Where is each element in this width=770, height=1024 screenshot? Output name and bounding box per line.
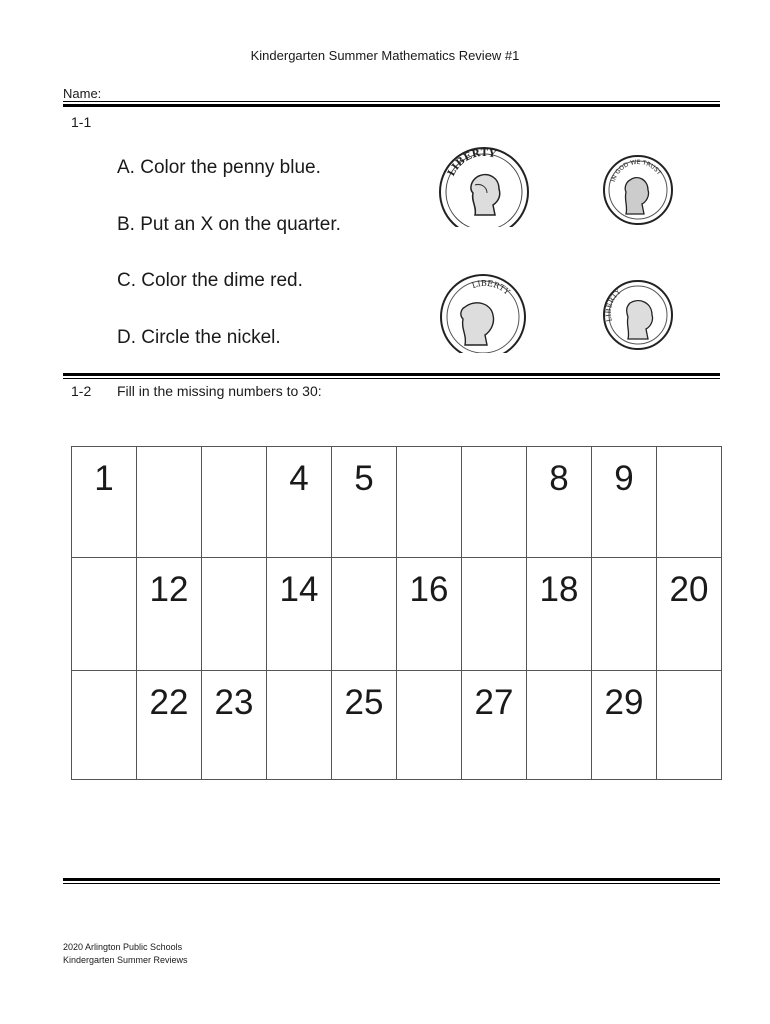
number-grid [71,446,722,780]
grid-cell[interactable] [397,447,462,558]
grid-cell[interactable] [202,558,267,671]
footer-line-1: 2020 Arlington Public Schools [63,942,183,952]
grid-cell[interactable]: 20 [657,558,722,671]
section-1-label: 1-1 [71,114,92,130]
grid-cell[interactable] [267,671,332,780]
dime-coin-image[interactable] [598,273,678,351]
divider [63,373,720,376]
grid-cell[interactable] [72,558,137,671]
penny-legend: IN GOD WE TRUST [609,158,663,183]
grid-cell[interactable] [592,558,657,671]
question-c: C. Color the dime red. [117,270,303,291]
grid-cell[interactable] [527,671,592,780]
nickel-coin-image[interactable] [435,273,531,353]
grid-cell[interactable] [657,671,722,780]
question-b: B. Put an X on the quarter. [117,214,341,235]
grid-row [72,558,722,671]
grid-row [72,447,722,558]
grid-cell[interactable]: 16 [397,558,462,671]
grid-cell[interactable] [137,447,202,558]
grid-cell[interactable] [462,447,527,558]
grid-cell[interactable]: 22 [137,671,202,780]
footer-line-2: Kindergarten Summer Reviews [63,955,188,965]
grid-cell[interactable]: 12 [137,558,202,671]
divider [63,883,720,884]
grid-cell[interactable]: 23 [202,671,267,780]
grid-cell[interactable]: 27 [462,671,527,780]
grid-cell[interactable] [72,671,137,780]
grid-cell[interactable]: 8 [527,447,592,558]
grid-cell[interactable]: 1 [72,447,137,558]
grid-cell[interactable]: 29 [592,671,657,780]
grid-cell[interactable] [657,447,722,558]
name-label: Name: [63,86,102,101]
section-2-instruction: Fill in the missing numbers to 30: [117,383,322,399]
divider [63,101,720,102]
divider [63,378,720,379]
nickel-legend: LIBERTY [470,278,512,297]
divider [63,878,720,881]
grid-cell[interactable] [332,558,397,671]
divider [63,104,720,107]
grid-cell[interactable]: 9 [592,447,657,558]
question-a: A. Color the penny blue. [117,157,321,178]
dime-legend: LIBERTY [604,287,623,323]
grid-cell[interactable]: 18 [527,558,592,671]
page-title: Kindergarten Summer Mathematics Review #1 [250,48,520,63]
question-d: D. Circle the nickel. [117,327,281,348]
grid-cell[interactable]: 5 [332,447,397,558]
grid-cell[interactable] [202,447,267,558]
quarter-legend: LIBERTY [446,147,497,179]
grid-cell[interactable] [462,558,527,671]
grid-cell[interactable]: 14 [267,558,332,671]
quarter-coin-image[interactable] [435,143,533,227]
section-2-label: 1-2 [71,383,92,399]
grid-cell[interactable] [397,671,462,780]
grid-cell[interactable]: 25 [332,671,397,780]
grid-row [72,671,722,780]
grid-cell[interactable]: 4 [267,447,332,558]
penny-coin-image[interactable] [598,152,678,226]
